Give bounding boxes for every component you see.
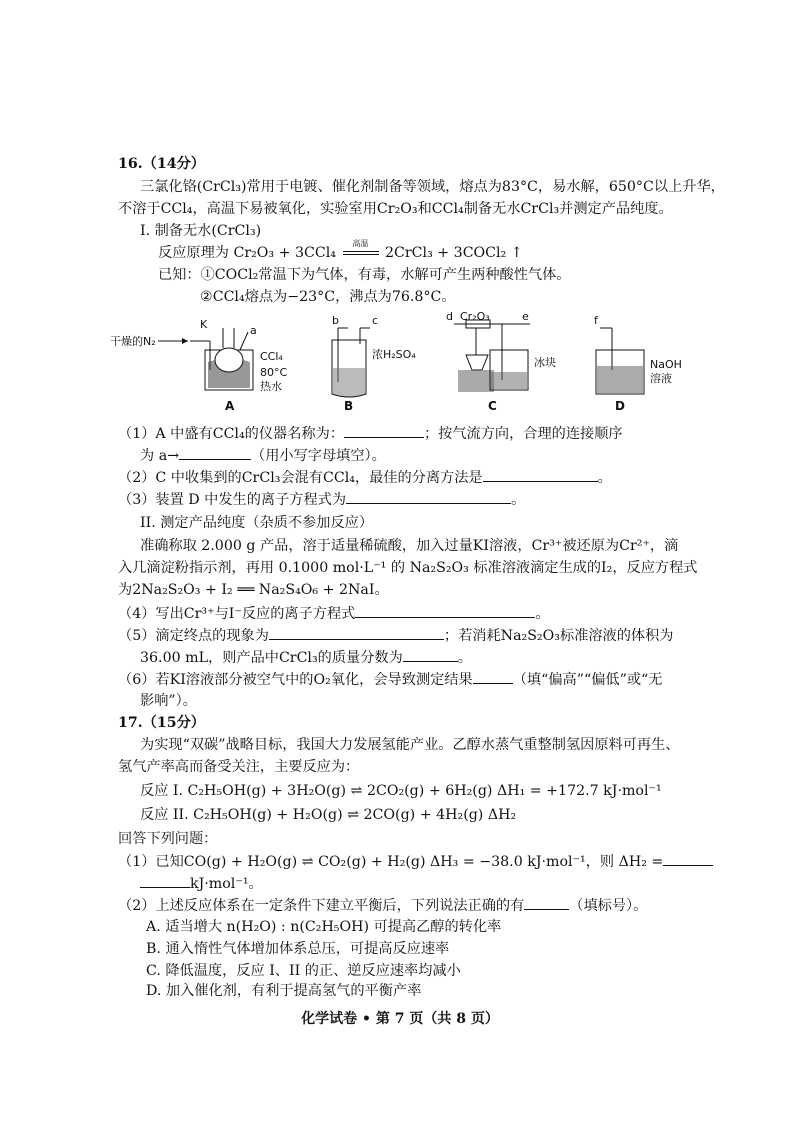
b-label: b [332, 314, 339, 327]
q16-1-prompt-b: ；按气流方向，合理的连接顺序 [423, 426, 623, 442]
q16-known2: ②CCl₄熔点为−23°C，沸点为76.8°C。 [200, 289, 456, 305]
q16-sub1-line1 [118, 423, 623, 444]
q16-1-blank-1[interactable] [344, 423, 424, 438]
q17-answer-prompt: 回答下列问题： [118, 831, 218, 847]
q16-sub1-line2 [140, 445, 386, 466]
q17-reaction2: 反应 II. C₂H₅OH(g) + H₂O(g) ⇌ 2CO(g) + 4H₂(g) ΔH₂ [140, 807, 517, 823]
reaction-prefix: 反应原理为 [158, 245, 229, 261]
apparatus-b [332, 314, 416, 413]
q16-1-prompt: （1）A 中盛有CCl₄的仪器名称为： [118, 426, 344, 442]
reaction-arrow [341, 239, 381, 263]
q17-heading: 17.（15分） [118, 715, 205, 731]
e-label: e [522, 310, 529, 323]
water-temp-label: 80°C [260, 366, 288, 379]
q17-option-c: C. 降低温度，反应 I、II 的正、逆反应速率均减小 [146, 963, 461, 979]
q16-5-blank-1[interactable] [269, 625, 444, 640]
apparatus-c [446, 310, 556, 413]
apparatus-d [594, 314, 682, 413]
f-label: f [594, 314, 598, 327]
q16-4-blank[interactable] [355, 603, 535, 618]
q16-4-end: 。 [535, 606, 550, 622]
q17-2-prompt: （2）上述反应体系在一定条件下建立平衡后，下列说法正确的有 [118, 898, 525, 914]
q16-sub5-line1 [118, 625, 673, 646]
ccl4-label: CCl₄ [260, 350, 283, 363]
q17-2-blank[interactable] [524, 895, 569, 910]
q16-1-prompt-c: 为 a→ [140, 448, 180, 464]
reaction-condition: 高温 [352, 239, 369, 248]
q16-3-end: 。 [511, 492, 526, 508]
q17-intro-line2: 氢气产率高而备受关注，主要反应为： [118, 759, 360, 775]
q17-reaction1: 反应 I. C₂H₅OH(g) + 3H₂O(g) ⇌ 2CO₂(g) + 6H₂(g) ΔH₁ = +172.7 kJ·mol⁻¹ [140, 783, 662, 799]
q17-option-b: B. 通入惰性气体增加体系总压，可提高反应速率 [146, 941, 450, 957]
cr2o3-label: Cr₂O₃ [460, 310, 490, 323]
q16-5-end: 。 [457, 650, 472, 666]
q16-heading: 16.（14分） [118, 156, 205, 172]
q16-2-end: 。 [597, 470, 612, 486]
a-label: a [250, 324, 257, 337]
label-b: B [344, 399, 354, 413]
q17-2-end: （填标号）。 [569, 898, 648, 914]
q16-part2-line1: 准确称取 2.000 g 产品，溶于适量稀硫酸，加入过量KI溶液，Cr³⁺被还原为Cr²⁺，滴 [140, 538, 679, 554]
h2so4-label: 浓H₂SO₄ [372, 348, 416, 361]
naoh-label: NaOH [650, 358, 682, 371]
apparatus-a [110, 318, 287, 413]
q17-1-unit: kJ·mol⁻¹。 [190, 876, 263, 892]
q16-sub6-line1 [118, 669, 662, 690]
q16-5-prompt-c: 36.00 mL，则产品中CrCl₃的质量分数为 [140, 650, 403, 666]
ice-label: 冰块 [534, 356, 556, 369]
q16-6-blank[interactable] [473, 669, 513, 684]
label-d: D [615, 399, 625, 413]
q16-4-prompt: （4）写出Cr³⁺与I⁻反应的离子方程式 [118, 606, 356, 622]
solution-label: 溶液 [650, 372, 672, 385]
q16-6-prompt-b: （填“偏高”“偏低”或“无 [512, 672, 663, 688]
water-label: 热水 [260, 380, 282, 393]
reaction-left: Cr₂O₃ + 3CCl₄ [233, 245, 336, 261]
q17-1-blank-end[interactable] [663, 851, 713, 866]
page-footer: 化学试卷 • 第 7 页（共 8 页） [301, 1011, 499, 1027]
q16-sub5-line2 [140, 647, 472, 668]
q17-intro-line1: 为实现“双碳”战略目标，我国大力发展氢能产业。乙醇水蒸气重整制氢因原料可再生、 [140, 737, 680, 753]
q16-5-prompt-b: ；若消耗Na₂S₂O₃标准溶液的体积为 [443, 628, 674, 644]
q16-known1: 已知：①COCl₂常温下为气体，有毒，水解可产生两种酸性气体。 [158, 267, 571, 283]
q16-sub2 [118, 467, 612, 488]
q16-3-blank[interactable] [346, 489, 511, 504]
q16-1-prompt-d: （用小写字母填空）。 [251, 448, 386, 464]
q16-reaction [158, 239, 523, 263]
q16-part1-title: I. 制备无水(CrCl₃) [140, 223, 262, 239]
c-label: c [372, 314, 379, 327]
q17-sub1-line2 [140, 873, 263, 894]
k-label: K [200, 318, 208, 331]
q16-part2-line3: 为2Na₂S₂O₃ + I₂ ══ Na₂S₄O₆ + 2NaI。 [118, 582, 389, 598]
q17-1-blank[interactable] [140, 873, 190, 888]
q16-sub3 [118, 489, 525, 510]
q16-sub6-line2: 影响”）。 [140, 693, 197, 709]
reaction-right: 2CrCl₃ + 3COCl₂ ↑ [385, 245, 523, 261]
n2-label: 干燥的N₂ [110, 335, 156, 348]
q16-part2-title: II. 测定产品纯度（杂质不参加反应） [140, 515, 374, 531]
label-c: C [488, 399, 497, 413]
q16-5-prompt: （5）滴定终点的现象为 [118, 628, 269, 644]
q17-sub1-line1 [118, 851, 713, 872]
q16-intro-line2: 不溶于CCl₄，高温下易被氧化，实验室用Cr₂O₃和CCl₄制备无水CrCl₃并测定产品纯度。 [118, 201, 673, 217]
apparatus-figure [110, 310, 682, 420]
q16-1-blank-2[interactable] [179, 445, 251, 460]
q17-sub2 [118, 895, 647, 916]
q16-intro-line1: 三氯化铬(CrCl₃)常用于电镀、催化剂制备等领域，熔点为83°C，易水解，650°C以上升华， [140, 179, 725, 195]
d-label: d [446, 310, 453, 323]
q16-sub4 [118, 603, 550, 624]
q16-6-prompt: （6）若KI溶液部分被空气中的O₂氧化，会导致测定结果 [118, 672, 473, 688]
label-a: A [225, 399, 235, 413]
q16-2-blank[interactable] [483, 467, 598, 482]
q16-part2-line2: 入几滴淀粉指示剂，再用 0.1000 mol·L⁻¹ 的 Na₂S₂O₃ 标准溶液滴定生成的I₂，反应方程式 [118, 560, 698, 576]
q16-5-blank-2[interactable] [403, 647, 458, 662]
q16-3-prompt: （3）装置 D 中发生的离子方程式为 [118, 492, 347, 508]
q16-2-prompt: （2）C 中收集到的CrCl₃会混有CCl₄，最佳的分离方法是 [118, 470, 483, 486]
q17-option-a: A. 适当增大 n(H₂O) : n(C₂H₅OH) 可提高乙醇的转化率 [146, 919, 502, 935]
q17-1-prompt: （1）已知CO(g) + H₂O(g) ⇌ CO₂(g) + H₂(g) ΔH₃ = −38.0 kJ·mol⁻¹，则 ΔH₂ = [118, 854, 664, 870]
q17-option-d: D. 加入催化剂，有利于提高氢气的平衡产率 [146, 983, 422, 999]
